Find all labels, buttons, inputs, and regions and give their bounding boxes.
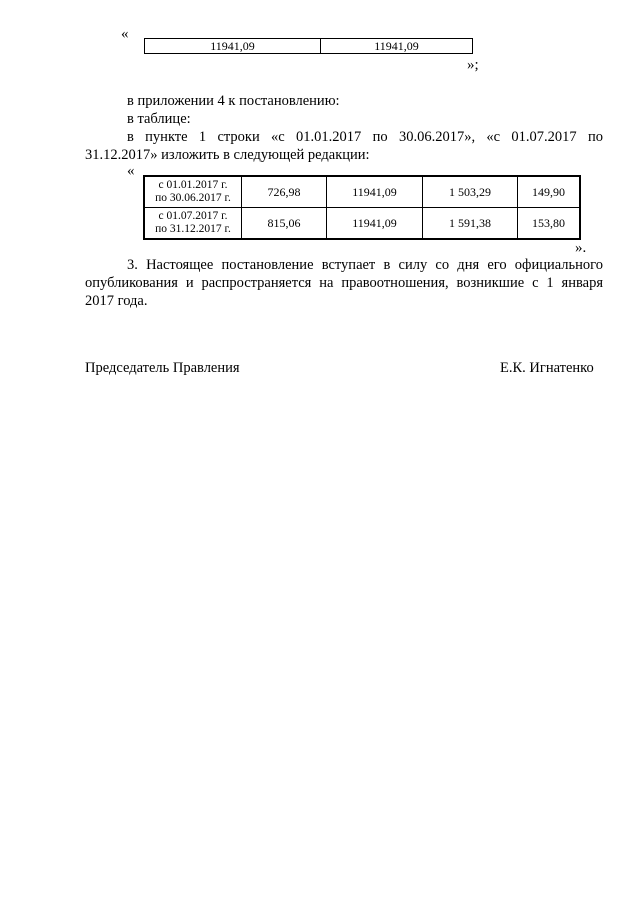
table-cell: 815,06 <box>242 208 327 240</box>
period-start: с 01.01.2017 г. <box>158 179 228 191</box>
table-cell: 1 503,29 <box>423 176 518 208</box>
table-cell: 726,98 <box>242 176 327 208</box>
rate-table-1 <box>144 38 473 54</box>
period-start: с 01.07.2017 г. <box>158 210 228 222</box>
open-quote-2: « <box>127 163 135 179</box>
table-row <box>144 176 580 208</box>
table-cell: 153,80 <box>518 208 581 240</box>
rate-table-2 <box>143 175 581 240</box>
amend-line-1: в приложении 4 к постановлению: <box>127 93 340 109</box>
period-cell <box>144 208 242 240</box>
table-cell: 11941,09 <box>145 39 321 54</box>
period-end: по 31.12.2017 г. <box>155 223 231 235</box>
table-cell: 11941,09 <box>327 208 423 240</box>
table-cell: 11941,09 <box>321 39 473 54</box>
close-quote-1: »; <box>467 57 479 73</box>
clause3-line-3: 2017 года. <box>85 293 148 309</box>
table-row <box>144 208 580 240</box>
period-end: по 30.06.2017 г. <box>155 192 231 204</box>
table-cell: 149,90 <box>518 176 581 208</box>
clause3-line-2: опубликования и распространяется на правоотношения, возникшие с 1 января <box>85 275 603 291</box>
table-cell: 11941,09 <box>327 176 423 208</box>
period-cell <box>144 176 242 208</box>
close-quote-2: ». <box>575 240 587 256</box>
amend-line-2: в таблице: <box>127 111 191 127</box>
signatory-position: Председатель Правления <box>85 360 240 376</box>
clause3-line-1: 3. Настоящее постановление вступает в силу со дня его официального <box>127 257 603 273</box>
table-cell: 1 591,38 <box>423 208 518 240</box>
signatory-name: Е.К. Игнатенко <box>500 360 594 376</box>
amend-line-3: в пункте 1 строки «с 01.01.2017 по 30.06.2017», «с 01.07.2017 по <box>127 129 603 145</box>
amend-line-4: 31.12.2017» изложить в следующей редакции: <box>85 147 370 163</box>
open-quote-1: « <box>121 26 129 42</box>
table-row <box>145 39 473 54</box>
